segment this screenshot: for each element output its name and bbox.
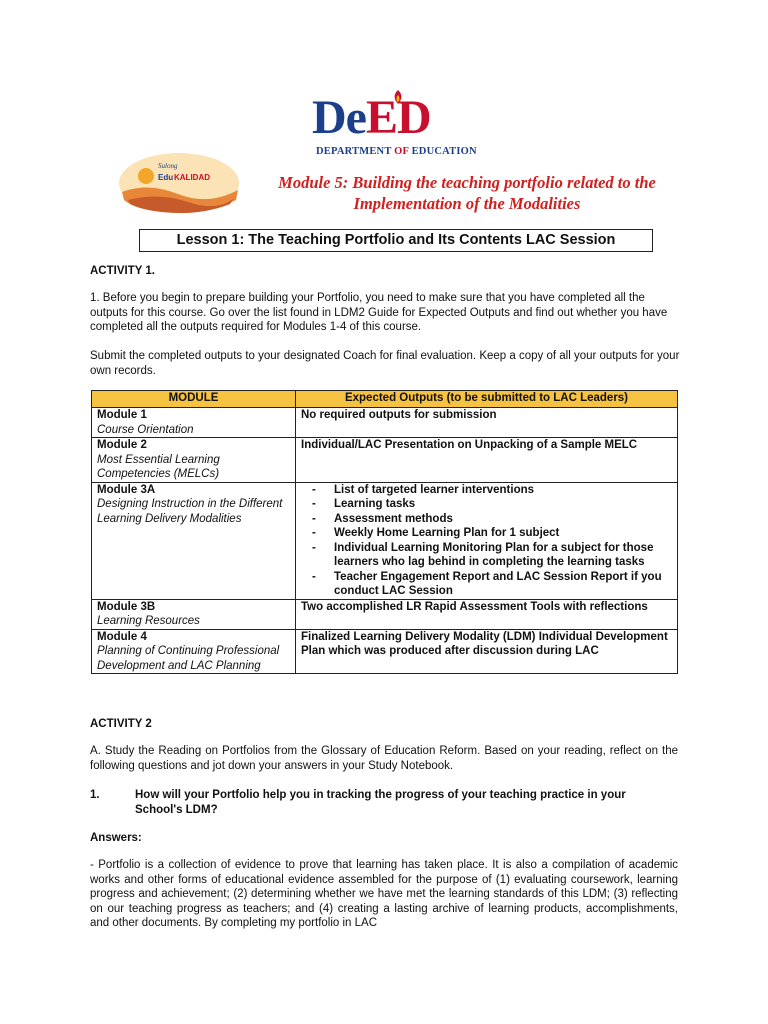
output-text: Individual/LAC Presentation on Unpacking of a Sample MELC [301, 439, 638, 451]
logo-sub-of: OF [394, 146, 409, 157]
module-name: Module 4 [97, 630, 147, 643]
outputs-cell [296, 599, 678, 629]
logo-ed: ED [365, 91, 431, 144]
module-subtitle: Most Essential Learning Competencies (MELCs) [97, 453, 220, 480]
module-cell [92, 438, 296, 483]
lesson-title: Lesson 1: The Teaching Portfolio and Its Contents LAC Session [139, 229, 653, 252]
output-list-item: - Assessment methods [304, 512, 672, 527]
output-text: Finalized Learning Delivery Modality (LDM) Individual Development Plan which was produced after discussion during LAC [301, 630, 668, 657]
output-list [301, 483, 672, 599]
module-cell [92, 629, 296, 674]
table-row [92, 408, 678, 438]
module-name: Module 3B [97, 600, 156, 613]
output-text: No required outputs for submission [301, 409, 497, 421]
activity2-paragraph: A. Study the Reading on Portfolios from the Glossary of Education Reform. Based on your reading, reflect on the following questions and jot down your answers in your Study Notebook. [90, 745, 678, 772]
logo-sub-edu: EDUCATION [411, 146, 477, 157]
module-cell [92, 482, 296, 599]
answers-label: Answers: [90, 832, 142, 844]
answer-text: - Portfolio is a collection of evidence to prove that learning has taken place. It is also a compilation of academic works and other forms of educational evidence assembled for the purpose of (1) evaluating coursework, learning progress and achievement; (2) determining whether we have met the learning standards of this LDM; (3) reflecting on our teaching progress as teachers; and (4) creating a lasting archive of learning products, accomplishments, and other documents. By completing my portfolio in LAC [90, 859, 678, 929]
badge-text-2: Edu [158, 173, 174, 182]
outputs-cell [296, 438, 678, 483]
output-list-item: - Weekly Home Learning Plan for 1 subject [304, 526, 672, 541]
module-subtitle: Designing Instruction in the Different Learning Delivery Modalities [97, 498, 283, 525]
module-title-line1: Module 5: Building the teaching portfolio related to the [278, 173, 656, 192]
header-module: MODULE [92, 391, 296, 408]
badge-text-3: KALIDAD [174, 173, 210, 182]
table-row [92, 629, 678, 674]
question-number: 1. [90, 789, 100, 801]
output-list-item: - List of targeted learner interventions [304, 483, 672, 498]
module-name: Module 1 [97, 409, 147, 421]
expected-outputs-table [91, 390, 678, 674]
activity2-heading: ACTIVITY 2 [90, 718, 152, 730]
outputs-cell [296, 408, 678, 438]
table-header-row [92, 391, 678, 408]
activity1-heading: ACTIVITY 1. [90, 265, 155, 277]
logo-wordmark [312, 91, 431, 144]
sulong-edukalidad-badge [118, 152, 240, 214]
deped-logo [312, 92, 482, 164]
module-subtitle: Course Orientation [97, 423, 194, 436]
table-row [92, 482, 678, 599]
module-cell [92, 599, 296, 629]
output-list-item: - Teacher Engagement Report and LAC Session Report if you conduct LAC Session [304, 570, 672, 599]
activity1-paragraph1: 1. Before you begin to prepare building your Portfolio, you need to make sure that you have completed all the outputs for this course. Go over the list found in LDM2 Guide for Expected Outputs and find out whether you have completed all the outputs required for Modules 1-4 of this course. [90, 292, 668, 333]
output-list-item: - Learning tasks [304, 497, 672, 512]
badge-text-1: Sulong [158, 162, 178, 170]
table-row [92, 599, 678, 629]
logo-subtitle [316, 146, 477, 157]
logo-de: De [312, 91, 366, 144]
module-title-line2: Implementation of the Modalities [353, 194, 581, 213]
activity1-paragraph2: Submit the completed outputs to your designated Coach for final evaluation. Keep a copy of all your outputs for your own records. [90, 350, 680, 377]
outputs-cell [296, 482, 678, 599]
output-list-item: - Individual Learning Monitoring Plan for a subject for those learners who lag behind in completing the learning tasks [304, 541, 672, 570]
module-name: Module 2 [97, 439, 147, 451]
module-title [242, 172, 692, 214]
header-outputs: Expected Outputs (to be submitted to LAC Leaders) [296, 391, 678, 408]
outputs-cell [296, 629, 678, 674]
question-text: How will your Portfolio help you in tracking the progress of your teaching practice in your School's LDM? [135, 789, 626, 816]
module-name: Module 3A [97, 483, 156, 496]
output-text: Two accomplished LR Rapid Assessment Tools with reflections [301, 600, 648, 613]
table-row [92, 438, 678, 483]
module-cell [92, 408, 296, 438]
module-subtitle: Learning Resources [97, 615, 200, 627]
module-subtitle: Planning of Continuing Professional Development and LAC Planning [97, 645, 280, 672]
logo-sub-dept: DEPARTMENT [316, 146, 392, 157]
